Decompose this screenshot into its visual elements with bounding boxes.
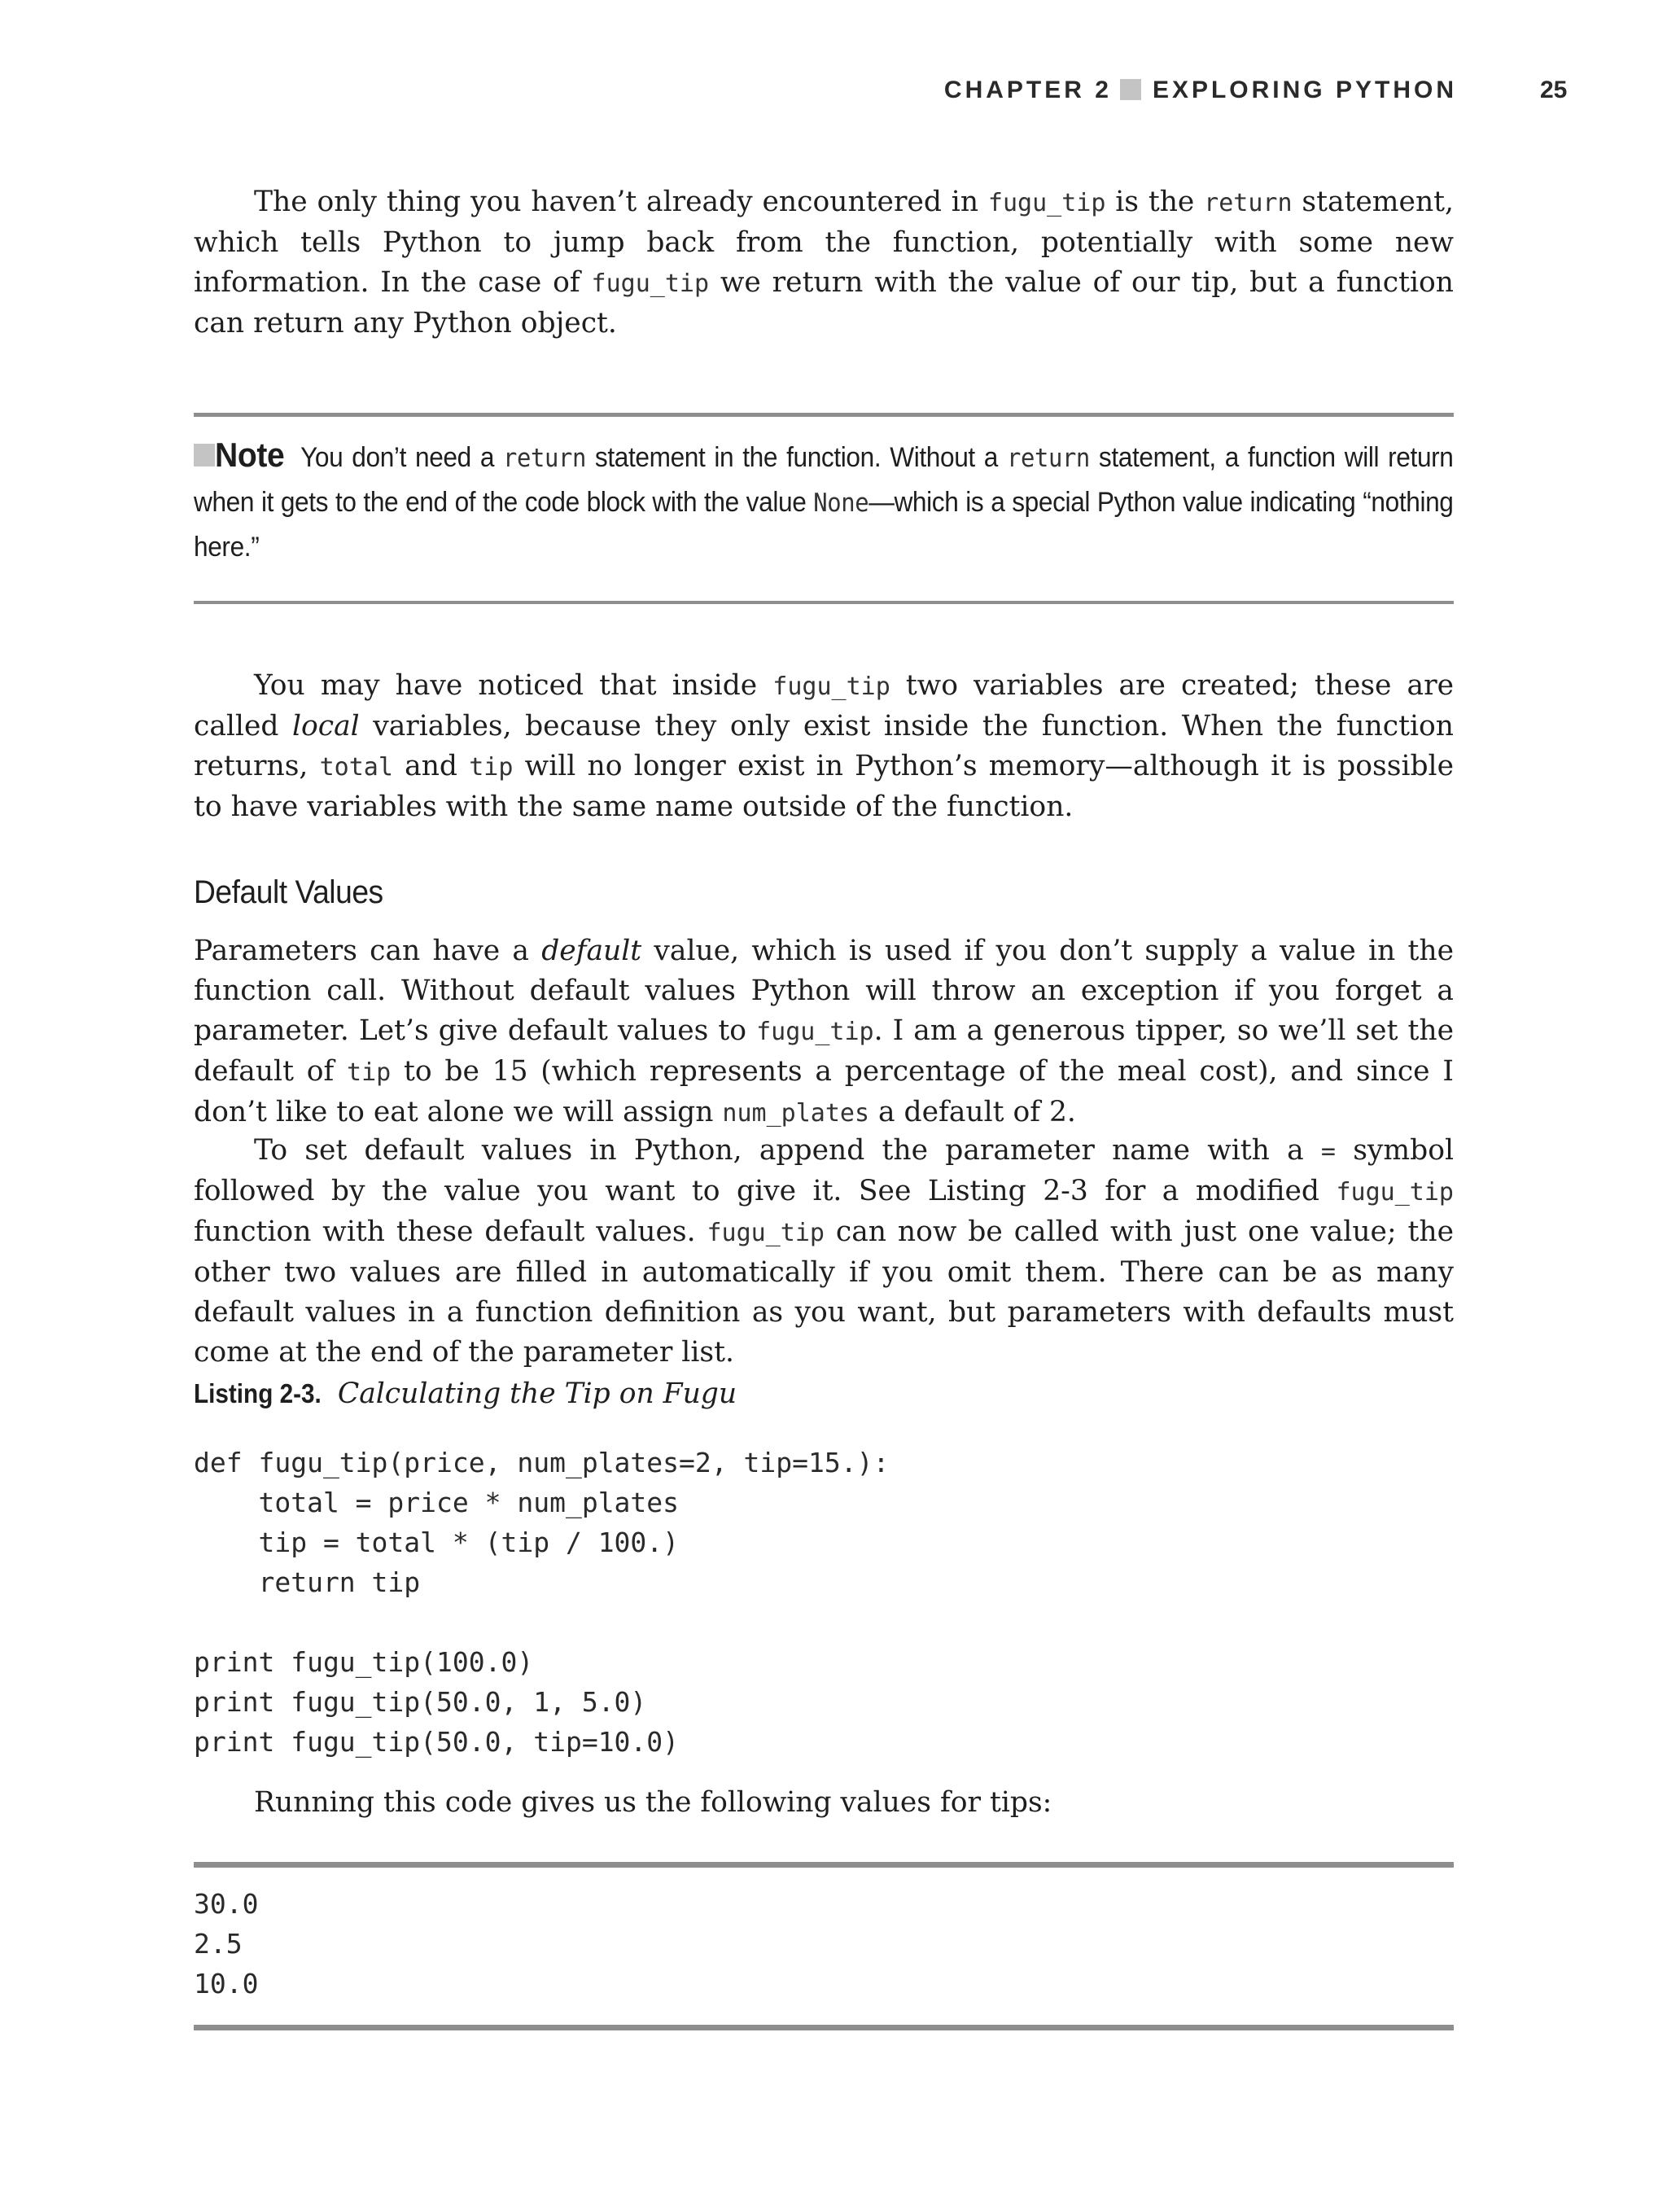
- paragraph-default-parameters: Parameters can have a default value, which is used if you don’t supply a value in the function call. Without default values Python will throw an exception if you forget a parameter. Let’s give default values to fugu_tip. I am a generous tipper, so we’ll set the default of tip to be 15 (which represents a percentage of the meal cost), and since I don’t like to eat alone we will assign num_plates a default of 2.: [194, 935, 1454, 1128]
- code-listing: def fugu_tip(price, num_plates=2, tip=15.): total = price * num_plates tip = total * (tip / 100.) return tip print fugu_tip(100.0) print fugu_tip(50.0, 1, 5.0) print fugu_tip(50.0, tip=10.0): [194, 1447, 890, 1758]
- output-bottom-rule: [194, 2025, 1454, 2030]
- note-bottom-rule: [194, 601, 1454, 604]
- inline-code: tip: [347, 1058, 392, 1087]
- paragraph-return-statement: The only thing you haven’t already encountered in fugu_tip is the return statement, which tells Python to jump back from the function, potentially with some new information. In the case of fugu_tip we return with the value of our tip, but a function can return any Python object.: [194, 186, 1454, 339]
- page-number: 25: [1540, 77, 1568, 103]
- paragraph-local-variables: You may have noticed that inside fugu_tip two variables are created; these are called local variables, because they only exist inside the function. When the function returns, total and tip will no longer exist in Python’s memory—although it is possible to have variables with the same name outside of the function.: [194, 669, 1455, 823]
- chapter-label: CHAPTER 2: [943, 77, 1112, 103]
- listing-number: Listing 2-3.: [194, 1378, 322, 1408]
- note-top-rule: [194, 413, 1454, 417]
- inline-code: fugu_tip: [591, 269, 710, 298]
- inline-code: return: [503, 444, 586, 473]
- output-block: [194, 1884, 1454, 2004]
- inline-code: total: [319, 753, 393, 782]
- inline-code: =: [1320, 1137, 1336, 1166]
- inline-code: None: [813, 488, 869, 518]
- output-top-rule: [194, 1862, 1454, 1868]
- note-square-icon: [194, 444, 215, 466]
- paragraph-set-defaults: To set default values in Python, append the parameter name with a = symbol followed by the value you want to give it. See Listing 2-3 for a modified fugu_tip function with these default values. fugu_tip can now be called with just one value; the other two values are filled in automatically if you omit them. There can be as many default values in a function definition as you want, but parameters with defaults must come at the end of the parameter list.: [194, 1134, 1454, 1369]
- listing-caption: [194, 1378, 1454, 1410]
- inline-code: fugu_tip: [707, 1219, 825, 1247]
- inline-code: fugu_tip: [987, 189, 1106, 217]
- inline-code: fugu_tip: [772, 672, 890, 701]
- inline-code: return: [1204, 189, 1293, 217]
- running-title: [944, 77, 1457, 104]
- running-header: [0, 77, 1667, 109]
- code-output: 30.0 2.5 10.0: [194, 1888, 259, 2000]
- chapter-title: EXPLORING PYTHON: [1152, 77, 1457, 103]
- listing-title: Calculating the Tip on Fugu: [337, 1378, 737, 1410]
- inline-code: fugu_tip: [1336, 1178, 1454, 1207]
- paragraph-running-code: Running this code gives us the following values for tips:: [254, 1786, 1052, 1819]
- inline-code: fugu_tip: [756, 1018, 874, 1046]
- inline-code: return: [1007, 444, 1090, 473]
- section-default-values: [194, 874, 1454, 911]
- section-heading: Default Values: [194, 874, 383, 910]
- inline-code: num_plates: [722, 1099, 870, 1128]
- listing-code-block: [194, 1443, 1454, 1762]
- inline-code: tip: [469, 753, 514, 782]
- header-square-icon: [1120, 79, 1141, 100]
- note-label: Note: [215, 436, 285, 474]
- note-box: Note You don’t need a return statement in the function. Without a return statement, a function will return when it gets to the end of the code block with the value None—which is a special Python value indicating “nothing here.”: [194, 436, 1454, 563]
